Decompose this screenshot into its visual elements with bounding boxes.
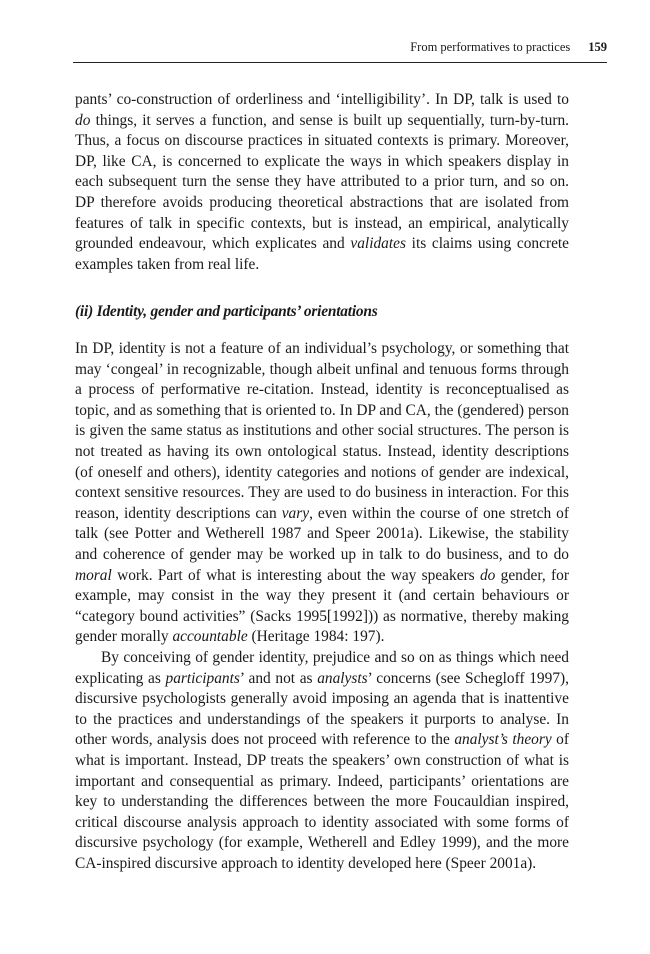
section-heading: (ii) Identity, gender and participants’ orientations — [75, 303, 378, 320]
text-run: By conceiving of gender identity, prejudice and so on as things which need explicating as — [75, 649, 569, 687]
page-number: 159 — [588, 40, 607, 54]
emphasis-do: do — [479, 566, 496, 584]
text-run: work. Part of what is interesting about the way speakers — [111, 566, 480, 584]
paragraph-identity — [75, 339, 569, 648]
running-head-title: From performatives to practices — [410, 40, 571, 54]
emphasis-analysts-theory: analyst’s theory — [454, 731, 552, 749]
emphasis-do: do — [75, 111, 91, 129]
text-run: things, it serves a function, and sense is built up sequentially, turn-by-turn. Thus, a focus on discourse practices in situated contexts is primary. Moreover, DP, like CA, is concerned to explicate the ways in which speakers display in each subsequent turn the sense they have attributed to a prior turn, and so on. DP therefore avoids producing theoretical abstractions that are isolated from features of talk in specific contexts, but is instead, an empirical, analytically grounded endeavour, which explicates and — [75, 111, 569, 253]
emphasis-analysts: analysts — [317, 669, 368, 687]
text-run: ’ and not as — [239, 669, 318, 687]
running-head — [73, 40, 607, 63]
text-run: , even within the course of one stretch of talk (see Potter and Wetherell 1987 and Speer 2001a). Likewise, the stability and coherence of gender may be worked up in talk to do business, and to do — [75, 504, 569, 563]
text-run: of what is important. Instead, DP treats the speakers’ own construction of what is important and consequential as primary. Indeed, participants’ orientations are key to understanding the differences between the more Foucauldian inspired, critical discourse analysis approach to identity associated with some forms of discursive psychology (for example, Wetherell and Edley 1999), and the more CA-inspired discursive approach to identity developed here (Speer 2001a). — [75, 731, 569, 872]
text-run: ’ concerns (see Schegloff 1997), discursive psychologists generally avoid imposing an agenda that is inattentive to the practices and understandings of the speakers it purports to analyse. In other words, analysis does not proceed with reference to the — [75, 669, 569, 749]
paragraph-orientations — [75, 648, 569, 875]
emphasis-validates: validates — [350, 235, 406, 253]
emphasis-vary: vary — [281, 504, 310, 522]
emphasis-accountable: accountable — [172, 628, 248, 646]
text-run: (Heritage 1984: 197). — [247, 628, 385, 646]
text-run: In DP, identity is not a feature of an individual’s psychology, or something that may ‘congeal’ in recognizable, though albeit unfinal and tenuous forms through a process of performative re-citation. Instead, identity is reconceptualised as topic, and as something that is oriented to. In DP and CA, the (gendered) person is given the same status as institutions and other social structures. The person is not treated as having its own ontological status. Instead, identity descriptions (of oneself and others), identity categories and notions of gender are indexical, context sensitive resources. They are used to do business in interaction. For this reason, identity descriptions can — [75, 340, 569, 522]
text-run: its claims using concrete examples taken from real life. — [75, 235, 570, 273]
text-run: gender, for example, may consist in the way they present it (and certain behaviours or “category bound activities” (Sacks 1995[1992])) as normative, thereby making gender morally — [75, 566, 569, 646]
paragraph-continued — [75, 90, 569, 275]
emphasis-participants: participants — [165, 669, 240, 687]
text-run: pants’ co-construction of orderliness and ‘intelligibility’. In DP, talk is used to — [75, 91, 569, 108]
emphasis-moral: moral — [75, 566, 112, 584]
